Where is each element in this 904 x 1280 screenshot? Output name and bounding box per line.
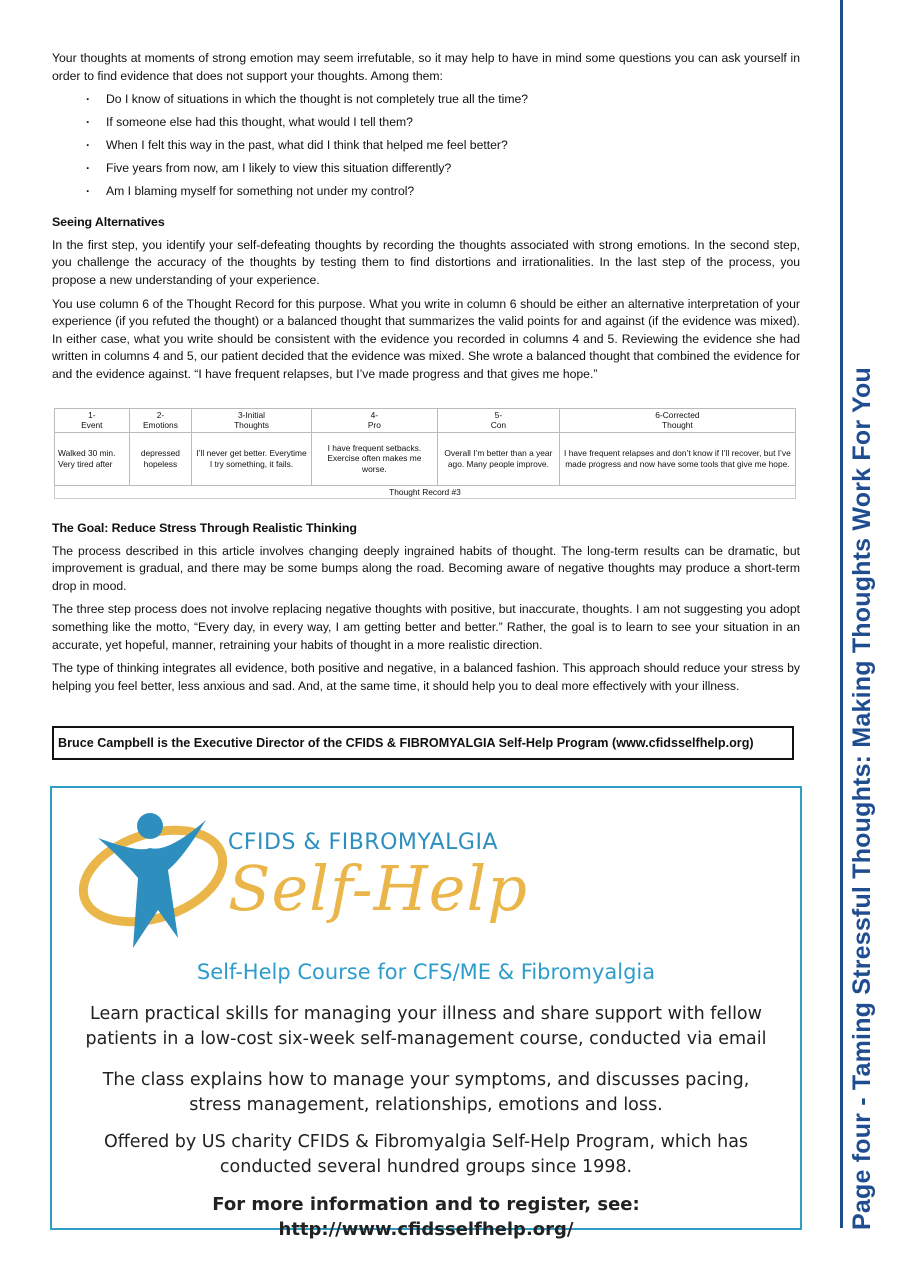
article-body [52,50,800,701]
header-cell: 4- Pro [311,408,437,432]
header-cell: 2- Emotions [129,408,192,432]
ad-registration-link[interactable]: For more information and to register, see: http://www.cfidsselfhelp.org/ [212,1194,640,1240]
table-cell: Overall I’m better than a year ago. Many people improve. [437,432,559,485]
goal-paragraph-1: The process described in this article involves changing deeply ingrained habits of thought. The long-term results can be dramatic, but improvement is gradual, and there may be some bumps along the road. Becoming aware of negative thoughts may produce a short-term drop in mood. [52,543,800,593]
table-caption-row [55,485,796,499]
thought-record-table-wrapper [54,408,798,500]
header-cell: 1- Event [55,408,130,432]
table-cell: depressed hopeless [129,432,192,485]
list-item: · If someone else had this thought, what would I tell them? [86,114,800,137]
goal-paragraph-2: The three step process does not involve replacing negative thoughts with positive, but inaccurate, thoughts. I am not suggesting you adopt something like the motto, “Every day, in every way, I am getting better and better.” Rather, the goal is to learn to see your situation in an accurate, yet hopeful, manner, retraining your habits of thought in a more realistic direction. [52,602,800,652]
thought-record-table [54,408,796,500]
author-bio-box: Bruce Campbell is the Executive Director of the CFIDS & FIBROMYALGIA Self-Help Program (www.cfidsselfhelp.org) [52,726,794,760]
question-list [52,91,800,206]
ad-paragraph: Offered by US charity CFIDS & Fibromyalgia Self-Help Program, which has conducted several hundred groups since 1998. [103,1132,749,1177]
logo-wordmark-script: Self-Help [228,852,528,925]
table-row [55,432,796,485]
list-item: · Am I blaming myself for something not under my control? [86,183,800,206]
table-caption: Thought Record #3 [55,485,796,499]
ad-title: Self-Help Course for CFS/ME & Fibromyalgia [196,960,656,984]
ad-paragraph: Learn practical skills for managing your illness and share support with fellow patients in a low-cost six-week self-management course, conducted via email [85,1004,767,1049]
logo-wordmark-top: CFIDS & FIBROMYALGIA [228,830,498,855]
list-item: · Five years from now, am I likely to view this situation differently? [86,160,800,183]
header-cell: 3-Initial Thoughts [192,408,312,432]
header-cell: 6-Corrected Thought [559,408,795,432]
side-divider [840,0,843,1228]
course-advertisement [50,786,802,1240]
table-header-row [55,408,796,432]
list-item: · Do I know of situations in which the thought is not completely true all the time? [86,91,800,114]
page-title: Page four - Taming Stressful Thoughts: Making Thoughts Work For You [848,367,876,1230]
self-help-logo [78,798,538,953]
list-item: · When I felt this way in the past, what did I think that helped me feel better? [86,137,800,160]
table-cell: I have frequent relapses and don’t know if I’ll recover, but I’ve made progress and now have some tools that give me hope. [559,432,795,485]
table-cell: Walked 30 min. Very tired after [55,432,130,485]
section-heading-goal: The Goal: Reduce Stress Through Realistic Thinking [52,521,357,536]
table-cell: I’ll never get better. Everytime I try something, it fails. [192,432,312,485]
ad-paragraph: The class explains how to manage your symptoms, and discusses pacing, stress management, relationships, emotions and loss. [102,1070,750,1115]
alternatives-paragraph-2: You use column 6 of the Thought Record for this purpose. What you write in column 6 should be either an alternative interpretation of your experience (if you refuted the thought) or a balanced thought that summarizes the valid points for and against (if the evidence was mixed). In either case, what you write should be consistent with the evidence you recorded in columns 4 and 5. Reviewing the evidence she had written in columns 4 and 5, our patient decided that the evidence was mixed. She wrote a balanced thought that combined the evidence for and the evidence against. “I have frequent relapses, but I’ve made progress and that gives me hope.” [52,296,800,381]
goal-paragraph-3: The type of thinking integrates all evidence, both positive and negative, in a balanced fashion. This approach should reduce your stress by helping you feel better, less anxious and sad. And, at the same time, it should help you to deal more effectively with your illness. [52,661,800,693]
section-heading-alternatives: Seeing Alternatives [52,215,165,230]
alternatives-paragraph-1: In the first step, you identify your self-defeating thoughts by recording the thoughts associated with strong emotions. In the second step, you challenge the accuracy of the thoughts by testing them to find distortions and irrationalities. In the last step of the process, you propose a new understanding of your experience. [52,237,800,287]
header-cell: 5- Con [437,408,559,432]
intro-paragraph: Your thoughts at moments of strong emotion may seem irrefutable, so it may help to have in mind some questions you can ask yourself in order to find evidence that does not support your thoughts. Among them: [52,51,800,83]
table-cell: I have frequent setbacks. Exercise often makes me worse. [311,432,437,485]
